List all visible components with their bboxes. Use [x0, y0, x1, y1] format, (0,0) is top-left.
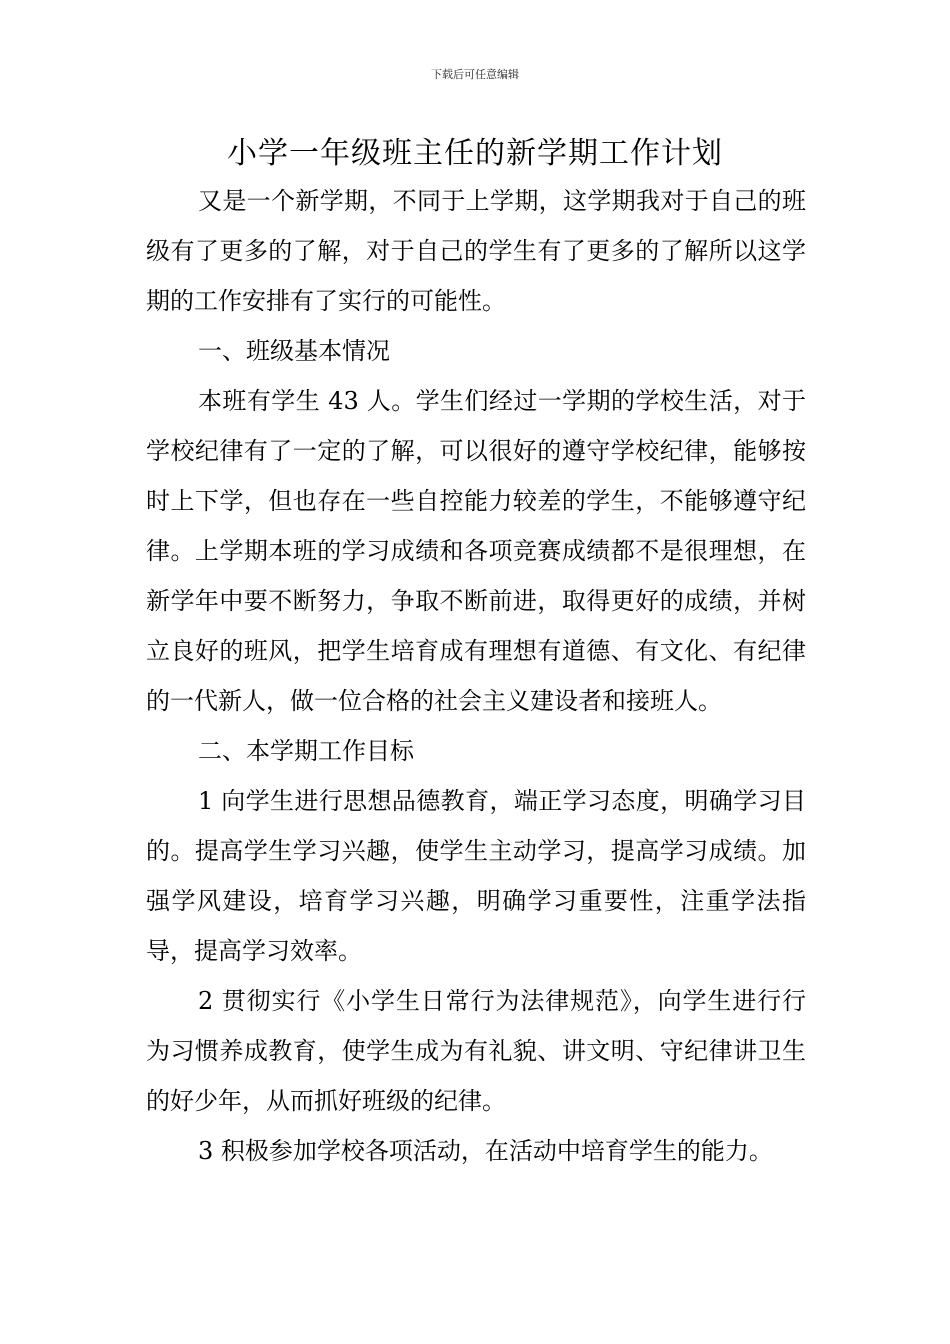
section-heading-class-situation: 一、班级基本情况 — [198, 337, 390, 365]
header-note: 下载后可任意编辑 — [431, 68, 519, 81]
document-body — [146, 176, 806, 1176]
document-title: 小学一年级班主任的新学期工作计划 — [227, 136, 723, 171]
paragraph-goal-2: 2 贯彻实行《小学生日常行为法律规范》，向学生进行行为习惯养成教育，使学生成为有礼貌、讲文明、守纪律讲卫生的好少年，从而抓好班级的纪律。 — [146, 987, 806, 1115]
paragraph-intro: 又是一个新学期，不同于上学期，这学期我对于自己的班级有了更多的了解，对于自己的学生有了更多的了解所以这学期的工作安排有了实行的可能性。 — [146, 187, 806, 315]
section-heading-goals: 二、本学期工作目标 — [198, 737, 414, 765]
paragraph-goal-3: 3 积极参加学校各项活动，在活动中培育学生的能力。 — [198, 1137, 773, 1165]
paragraph-class-situation: 本班有学生 43 人。学生们经过一学期的学校生活，对于学校纪律有了一定的了解，可以很好的遵守学校纪律，能够按时上下学，但也存在一些自控能力较差的学生，不能够遵守纪律。上学期本班的学习成绩和各项竞赛成绩都不是很理想，在新学年中要不断努力，争取不断前进，取得更好的成绩，并树立良好的班风，把学生培育成有理想有道德、有文化、有纪律的一代新人，做一位合格的社会主义建设者和接班人。 — [146, 387, 806, 715]
paragraph-goal-1: 1 向学生进行思想品德教育，端正学习态度，明确学习目的。提高学生学习兴趣，使学生主动学习，提高学习成绩。加强学风建设，培育学习兴趣，明确学习重要性，注重学法指导，提高学习效率。 — [146, 787, 806, 965]
